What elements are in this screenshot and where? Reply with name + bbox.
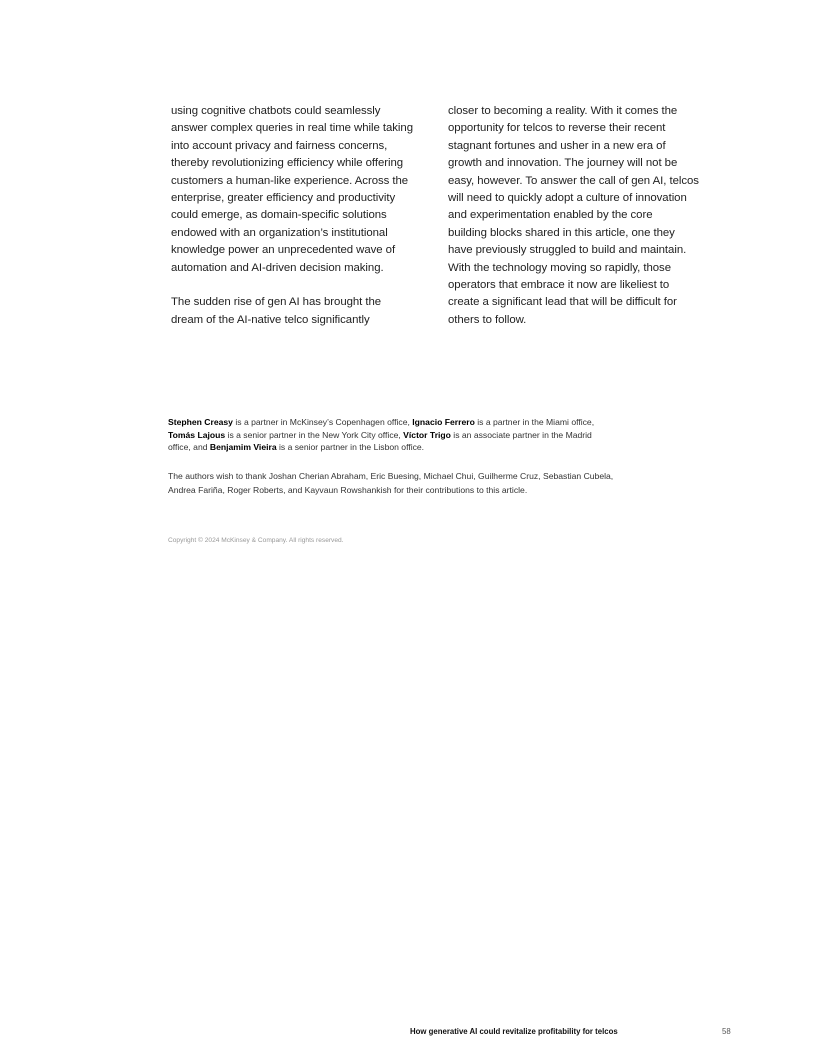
page-number: 58: [722, 1027, 731, 1036]
text-line: could emerge, as domain-specific solutions: [171, 209, 387, 222]
author-name: Víctor Trigo: [403, 429, 451, 440]
text-line: Andrea Fariña, Roger Roberts, and Kayvaun Rowshankish for their contributions to this article.: [168, 484, 528, 495]
text-line: building blocks shared in this article, one they: [448, 226, 675, 239]
author-description: is a senior partner in the New York City office,: [225, 429, 404, 440]
text-line: automation and AI-driven decision making.: [171, 261, 384, 274]
footer-article-title: How generative AI could revitalize profitability for telcos: [410, 1027, 618, 1036]
author-name: Tomás Lajous: [168, 429, 226, 440]
text-line: others to follow.: [448, 313, 527, 326]
text-line: have previously struggled to build and maintain.: [448, 244, 687, 257]
author-bios: [168, 416, 698, 454]
text-line: The sudden rise of gen AI has brought the: [171, 296, 382, 309]
text-line: opportunity for telcos to reverse their recent: [448, 122, 666, 135]
author-name: Benjamim Vieira: [209, 442, 277, 453]
left-column: [171, 103, 433, 329]
acknowledgments-text: [168, 470, 698, 497]
text-line: stagnant fortunes and usher in a new era of: [448, 139, 666, 152]
text-line: With the technology moving so rapidly, those: [448, 261, 671, 274]
author-name: Ignacio Ferrero: [412, 417, 475, 427]
author-description: is a partner in McKinsey’s Copenhagen office,: [232, 417, 413, 427]
text-line: answer complex queries in real time while taking: [171, 122, 413, 135]
author-bios-text: [168, 416, 698, 454]
copyright-notice: Copyright © 2024 McKinsey & Company. All rights reserved.: [168, 537, 344, 544]
right-column: [448, 103, 716, 329]
text-line: enterprise, greater efficiency and productivity: [171, 192, 396, 205]
author-description: is a partner in the Miami office,: [474, 417, 595, 427]
text-line: growth and innovation. The journey will not be: [448, 157, 678, 170]
text-line: knowledge power an unprecedented wave of: [171, 244, 396, 257]
left-paragraph-2: [171, 294, 433, 329]
text-line: create a significant lead that will be difficult for: [448, 296, 677, 309]
text-line: and experimentation enabled by the core: [448, 209, 653, 222]
author-name: Stephen Creasy: [168, 417, 233, 427]
text-line: using cognitive chatbots could seamlessly: [171, 105, 381, 117]
text-line: The authors wish to thank Joshan Cherian Abraham, Eric Buesing, Michael Chui, Guilherme Cruz, Sebastian Cubela,: [168, 471, 614, 481]
text-line: dream of the AI-native telco significantly: [171, 313, 370, 326]
text-line: will need to quickly adopt a culture of innovation: [448, 192, 687, 205]
author-description: is an associate partner in the Madrid: [450, 429, 592, 440]
right-paragraph-1: [448, 103, 716, 329]
text-line: customers a human-like experience. Across the: [171, 174, 409, 187]
text-line: endowed with an organization’s institutional: [171, 226, 388, 239]
text-line: operators that embrace it now are likeliest to: [448, 279, 670, 292]
author-description: is a senior partner in the Lisbon office.: [276, 442, 425, 453]
text-line: thereby revolutionizing efficiency while offering: [171, 157, 404, 170]
left-paragraph-1: [171, 103, 433, 277]
text-line: easy, however. To answer the call of gen AI, telcos: [448, 174, 699, 187]
text-line: into account privacy and fairness concerns,: [171, 139, 388, 152]
acknowledgments: [168, 470, 698, 497]
text-line: closer to becoming a reality. With it comes the: [448, 105, 678, 117]
author-description: office, and: [168, 442, 210, 453]
